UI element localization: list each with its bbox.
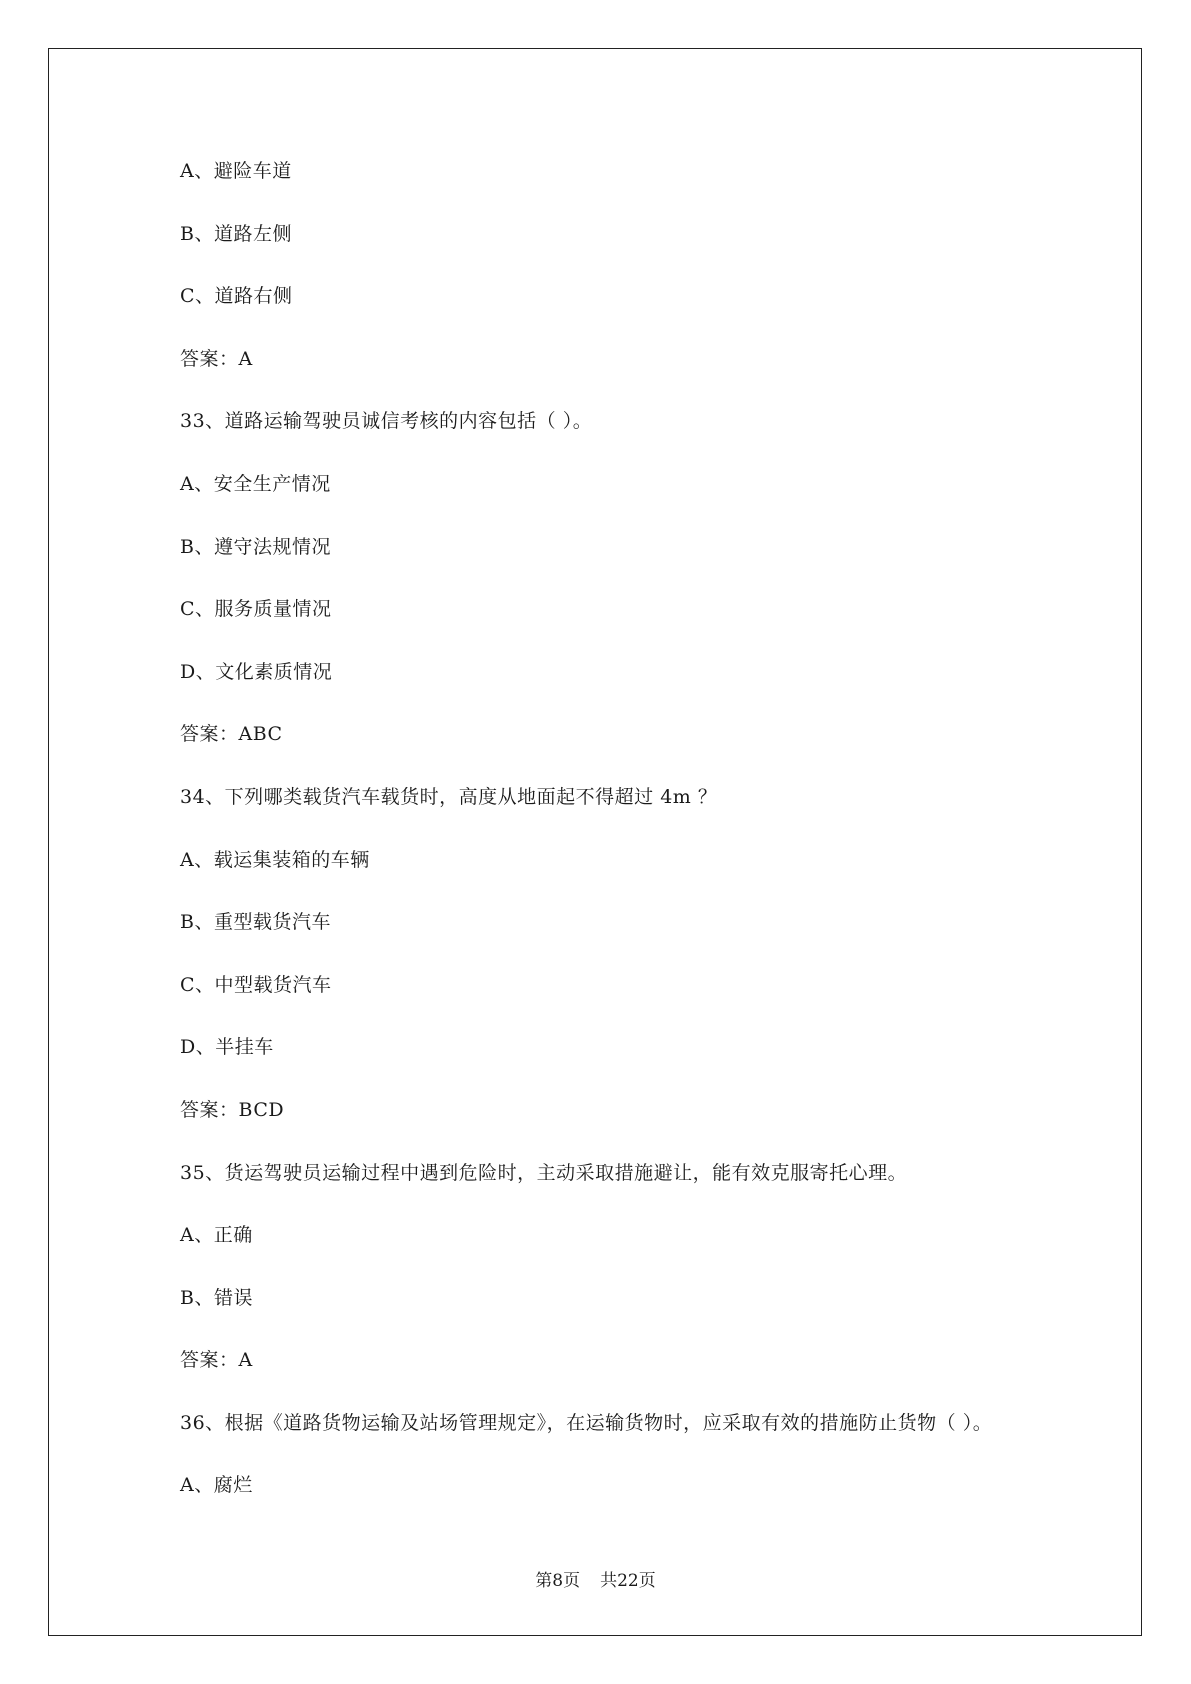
option-a: A、载运集装箱的车辆 [180, 848, 370, 871]
option-b: B、遵守法规情况 [180, 535, 331, 558]
option-d: D、文化素质情况 [180, 660, 333, 683]
option-b: B、错误 [180, 1286, 253, 1309]
option-a: A、避险车道 [180, 160, 292, 182]
option-b: B、道路左侧 [180, 222, 292, 245]
answer: 答案：ABC [180, 723, 283, 746]
option-d: D、半挂车 [180, 1036, 274, 1059]
option-a: A、腐烂 [180, 1474, 253, 1497]
option-a: A、正确 [180, 1224, 253, 1247]
option-a: A、安全生产情况 [180, 472, 331, 495]
question-34: 34、下列哪类载货汽车载货时，高度从地面起不得超过 4m ？ [180, 785, 718, 808]
answer: 答案：A [180, 347, 253, 370]
question-35: 35、货运驾驶员运输过程中遇到危险时，主动采取措施避让，能有效克服寄托心理。 [180, 1161, 908, 1184]
question-content [180, 158, 1080, 1535]
page-total: 共22页 [600, 1571, 656, 1591]
option-c: C、服务质量情况 [180, 598, 332, 621]
option-c: C、道路右侧 [180, 285, 293, 308]
answer: 答案：BCD [180, 1098, 285, 1121]
question-33: 33、道路运输驾驶员诚信考核的内容包括（ ）。 [180, 410, 593, 433]
question-36: 36、根据《道路货物运输及站场管理规定》，在运输货物时，应采取有效的措施防止货物（ ）。 [180, 1411, 993, 1434]
option-b: B、重型载货汽车 [180, 911, 331, 934]
option-c: C、中型载货汽车 [180, 973, 332, 996]
page-footer [0, 1570, 1191, 1592]
page-number: 第8页 [535, 1571, 581, 1591]
answer: 答案：A [180, 1349, 253, 1372]
